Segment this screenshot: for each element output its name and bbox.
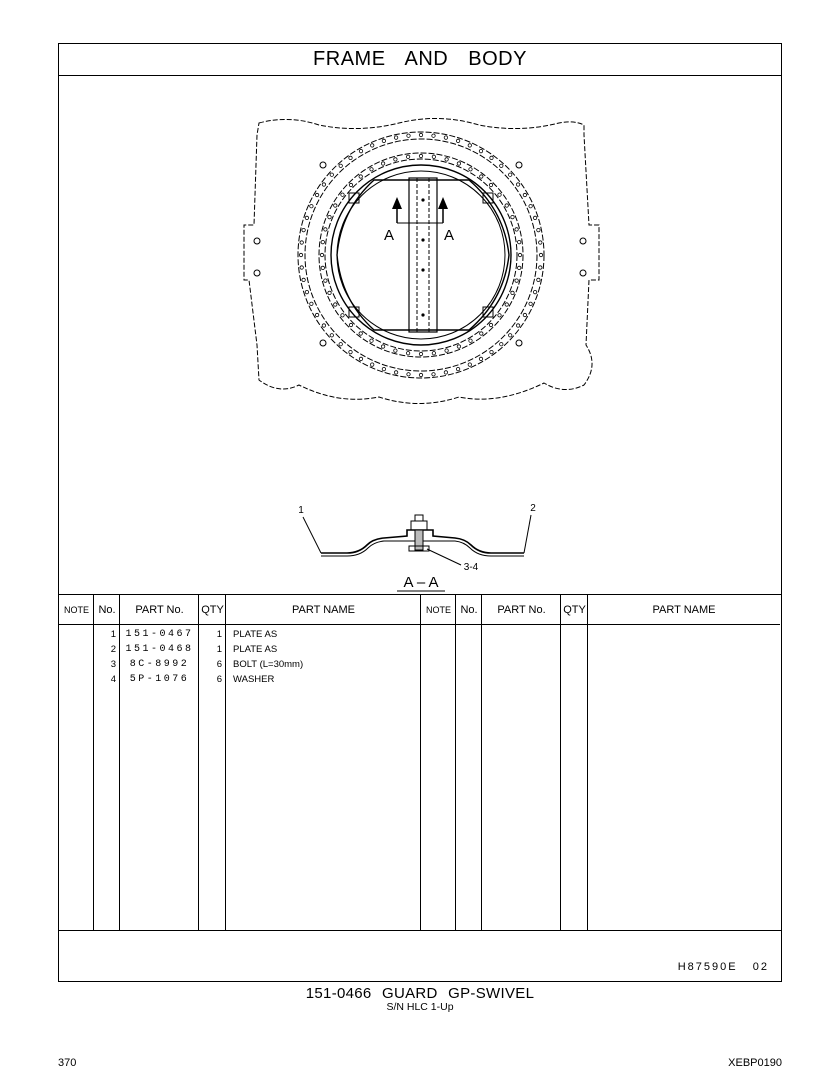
bolt-hole: [432, 373, 435, 376]
technical-drawing: [59, 75, 781, 592]
row-3-name: BOLT (L=30mm): [233, 659, 304, 670]
bolt-hole: [456, 139, 459, 142]
bolt-hole: [322, 183, 325, 186]
bolt-hole: [349, 156, 352, 159]
bolt-hole: [518, 240, 521, 243]
bolt-hole: [456, 367, 459, 370]
arrow-head-left: [392, 197, 402, 209]
bolt-hole: [381, 162, 384, 165]
bolt-hole: [480, 332, 483, 335]
header-no: No.: [94, 595, 120, 625]
bolt-hole: [322, 324, 325, 327]
bolt-hole: [539, 253, 542, 256]
arrow-head-right: [438, 197, 448, 209]
section-label: A – A: [403, 574, 439, 591]
bolt-hole: [511, 215, 514, 218]
bolt-hole: [370, 339, 373, 342]
bolt-hole: [432, 134, 435, 137]
bolt-hole: [523, 313, 526, 316]
bolt-hole: [300, 266, 303, 269]
row-1-name: PLATE AS: [233, 629, 278, 640]
bolt-hole: [523, 193, 526, 196]
bolt-hole: [529, 205, 532, 208]
bolt-hole: [505, 204, 508, 207]
row-1-part-no: 151-0467: [125, 629, 194, 640]
bolt-hole: [370, 168, 373, 171]
bolt-hole: [518, 266, 521, 269]
bolt-hole: [444, 371, 447, 374]
header-note-right: NOTE: [421, 595, 456, 625]
bolt-hole: [468, 363, 471, 366]
bolt-hole: [533, 216, 536, 219]
col-part-no-right: [482, 595, 561, 930]
bolt-hole: [349, 323, 352, 326]
leader-1: [524, 515, 531, 553]
row-1-qty: 1: [216, 629, 222, 640]
middle-ring-inner: [325, 159, 517, 351]
mount-hole: [580, 270, 586, 276]
mount-hole: [254, 238, 260, 244]
inner-ring: [331, 165, 511, 345]
bolt-hole: [382, 139, 385, 142]
bolt-hole: [321, 266, 324, 269]
mount-hole: [254, 270, 260, 276]
bolt-hole: [349, 350, 352, 353]
bolt-hole: [330, 334, 333, 337]
header-part-no: PART No.: [120, 595, 199, 625]
bolt-hole: [529, 302, 532, 305]
mount-hole: [320, 162, 326, 168]
header-note: NOTE: [59, 595, 94, 625]
bolt-hole: [305, 290, 308, 293]
bolt-hole: [324, 279, 327, 282]
bolt-hole: [469, 168, 472, 171]
header-part-name-right: PART NAME: [588, 595, 780, 625]
bolt-hole: [539, 266, 542, 269]
bolt-hole: [359, 175, 362, 178]
bolt-hole: [299, 253, 302, 256]
bolt-holes: [299, 133, 542, 376]
mount-hole: [516, 162, 522, 168]
inner-ring-edge: [337, 171, 505, 339]
parts-table: [59, 594, 781, 931]
bolt-hole: [509, 173, 512, 176]
bolt-hole: [300, 241, 303, 244]
bolt-hole: [533, 290, 536, 293]
row-4-name: WASHER: [233, 674, 275, 685]
bolt-hole: [490, 350, 493, 353]
bolt-hole: [359, 357, 362, 360]
row-2-no: 2: [110, 644, 116, 655]
leader-2: [303, 517, 321, 553]
col-note-right: [421, 595, 456, 930]
col-no-right: [456, 595, 482, 930]
bolt-hole: [310, 205, 313, 208]
bolt-hole: [341, 193, 344, 196]
header-part-no-right: PART No.: [482, 595, 561, 625]
bolt-hole: [324, 228, 327, 231]
header-no-right: No.: [456, 595, 482, 625]
bolt-hole: [509, 334, 512, 337]
bolt-dot: [421, 268, 424, 271]
row-2-part-no: 151-0468: [125, 644, 194, 655]
bolt-hole: [537, 228, 540, 231]
header-qty: QTY: [199, 595, 226, 625]
bolt-hole: [359, 149, 362, 152]
bolt-hole: [515, 279, 518, 282]
bolt-dot: [421, 198, 424, 201]
bolt-hole: [498, 314, 501, 317]
bolt-hole: [394, 158, 397, 161]
row-3-no: 3: [110, 659, 116, 670]
bolt-hole: [419, 154, 422, 157]
callout-1: 2: [530, 503, 536, 514]
bolt-hole: [321, 240, 324, 243]
bolt-hole: [310, 302, 313, 305]
drawing-svg: [59, 75, 780, 592]
bolt-hole: [516, 183, 519, 186]
document-code: XEBP0190: [728, 1057, 782, 1069]
row-1-no: 1: [110, 629, 116, 640]
bolt-hole: [468, 144, 471, 147]
bolt-hole: [419, 352, 422, 355]
row-4-qty: 6: [216, 674, 222, 685]
bolt-hole: [334, 204, 337, 207]
bolt-hole: [334, 303, 337, 306]
bolt-hole: [480, 175, 483, 178]
bolt-hole: [407, 373, 410, 376]
bolt-hole: [419, 133, 422, 136]
bolt-hole: [406, 155, 409, 158]
outer-ring-inner: [305, 139, 537, 371]
bolt-hole: [315, 313, 318, 316]
leader-3-4: [427, 549, 461, 565]
bolt-hole: [457, 162, 460, 165]
bolt-hole: [505, 303, 508, 306]
bolt-hole: [381, 345, 384, 348]
bolt-hole: [328, 215, 331, 218]
mount-hole: [516, 340, 522, 346]
row-3-part-no: 8C-8992: [129, 659, 190, 670]
bolt-hole: [320, 253, 323, 256]
bolt-hole: [479, 149, 482, 152]
bolt-hole: [500, 343, 503, 346]
bolt-hole: [516, 324, 519, 327]
bolt-hole: [498, 193, 501, 196]
bolt-hole: [518, 253, 521, 256]
bolt-hole: [330, 173, 333, 176]
caption-title: 151-0466 GUARD GP-SWIVEL: [305, 985, 535, 1002]
bolt-hole: [371, 363, 374, 366]
frame-outline: [244, 118, 599, 403]
caption-serial: S/N HLC 1-Up: [386, 1001, 454, 1013]
bolt-hole: [489, 183, 492, 186]
bolt-shank: [415, 530, 423, 550]
mount-hole: [320, 340, 326, 346]
bolt-hole: [406, 352, 409, 355]
bolt-hole: [305, 216, 308, 219]
outer-ring: [298, 132, 544, 378]
bolt-hole: [382, 367, 385, 370]
page-title: FRAME AND BODY: [59, 44, 781, 76]
bolt-hole: [315, 193, 318, 196]
bolt-hole: [432, 155, 435, 158]
row-2-name: PLATE AS: [233, 644, 278, 655]
bolt-hole: [341, 314, 344, 317]
col-qty-right: [561, 595, 588, 930]
bolt-hole: [515, 228, 518, 231]
bolt-hole: [394, 371, 397, 374]
bolt-hole: [537, 278, 540, 281]
bolt-hole: [444, 136, 447, 139]
bolt-hole: [419, 373, 422, 376]
bolt-hole: [394, 136, 397, 139]
header-part-name: PART NAME: [226, 595, 421, 625]
bolt-hole: [500, 164, 503, 167]
section-marker-right: A: [443, 227, 455, 244]
bolt-hole: [371, 144, 374, 147]
section-marker-left: A: [383, 227, 395, 244]
bolt-hole: [349, 183, 352, 186]
header-qty-right: QTY: [561, 595, 588, 625]
bolt-hole: [339, 164, 342, 167]
row-2-qty: 1: [216, 644, 222, 655]
bolt-hole: [328, 291, 331, 294]
bolt-hole: [479, 357, 482, 360]
row-4-part-no: 5P-1076: [129, 674, 190, 685]
bolt-hole: [359, 332, 362, 335]
bolt-hole: [302, 228, 305, 231]
bolt-dot: [421, 238, 424, 241]
row-3-qty: 6: [216, 659, 222, 670]
bolt-hole: [339, 343, 342, 346]
bolt-hole: [432, 352, 435, 355]
mount-hole: [580, 238, 586, 244]
bolt-hole: [394, 349, 397, 352]
col-note: [59, 595, 94, 930]
callout-3-4: 3-4: [463, 562, 479, 573]
catalog-frame: [58, 43, 782, 982]
row-4-no: 4: [110, 674, 116, 685]
bolt-hole: [511, 291, 514, 294]
bolt-hole: [490, 156, 493, 159]
callout-2: 1: [298, 505, 304, 516]
bolt-head: [411, 521, 427, 530]
bolt-hole: [407, 134, 410, 137]
bolt-hole: [445, 349, 448, 352]
bolt-hole: [445, 158, 448, 161]
bolt-hole: [302, 278, 305, 281]
drawing-number: H87590E 02: [677, 961, 769, 973]
bolt-dot: [421, 313, 424, 316]
bolt-top: [415, 515, 423, 521]
bolt-hole: [457, 345, 460, 348]
page-number: 370: [58, 1057, 77, 1069]
bolt-hole: [489, 323, 492, 326]
bolt-hole: [469, 339, 472, 342]
bolt-hole: [539, 241, 542, 244]
